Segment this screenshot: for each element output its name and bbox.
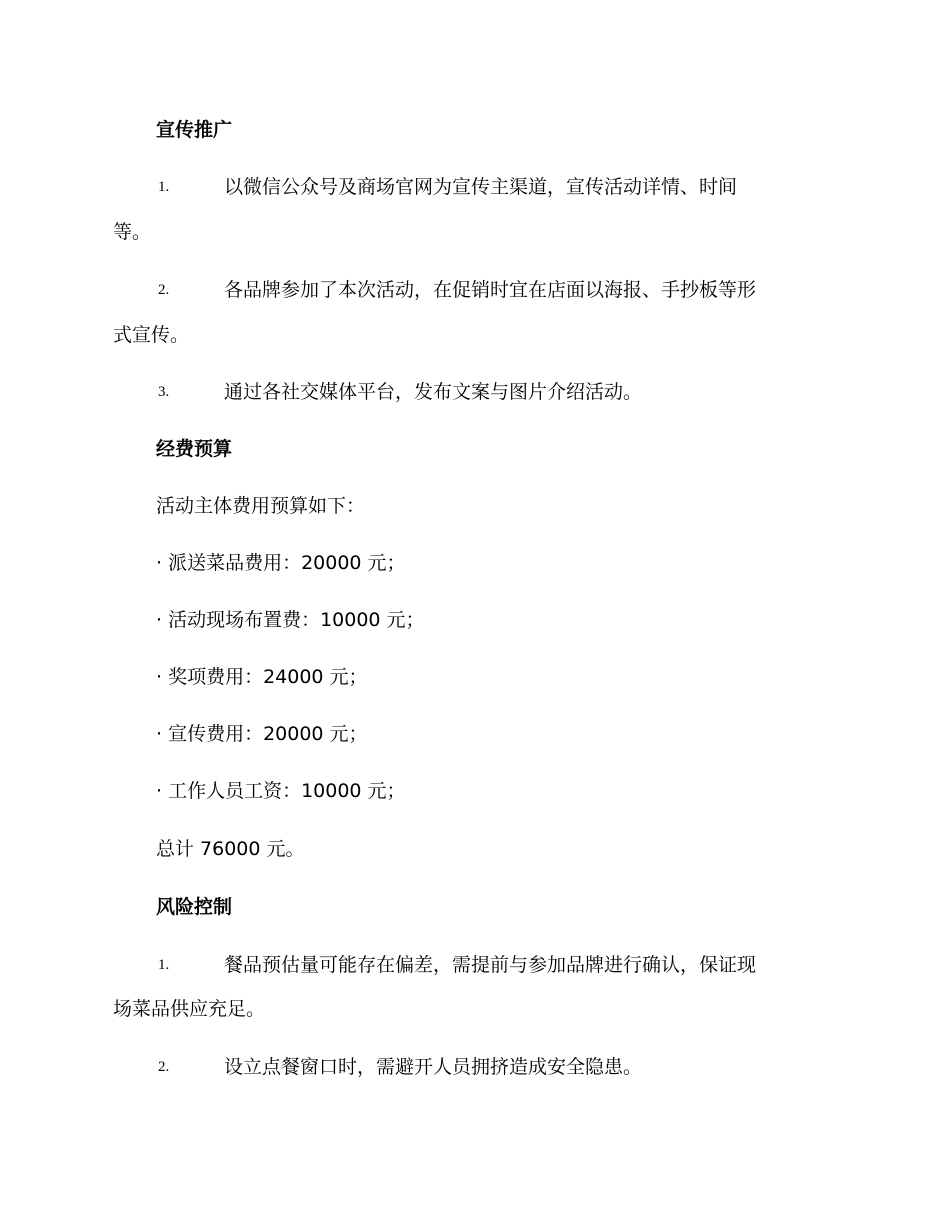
section-heading-promotion: 宣传推广 bbox=[156, 119, 233, 141]
list-item-text-continuation: 等。 bbox=[113, 221, 152, 243]
budget-intro: 活动主体费用预算如下： bbox=[156, 495, 366, 517]
budget-item: · 活动现场布置费：10000 元； bbox=[156, 609, 425, 631]
list-item-text: 设立点餐窗口时，需避开人员拥挤造成安全隐患。 bbox=[224, 1056, 643, 1078]
budget-item: · 派送菜品费用：20000 元； bbox=[156, 552, 406, 574]
list-item-text: 以微信公众号及商场官网为宣传主渠道，宣传活动详情、时间 bbox=[224, 176, 738, 198]
list-item-text-continuation: 式宣传。 bbox=[113, 324, 190, 346]
list-item-number: 1. bbox=[158, 957, 170, 973]
budget-total: 总计 76000 元。 bbox=[156, 838, 305, 860]
list-item-number: 3. bbox=[158, 384, 170, 400]
list-item-text: 餐品预估量可能存在偏差，需提前与参加品牌进行确认，保证现 bbox=[224, 954, 757, 976]
section-heading-budget: 经费预算 bbox=[156, 438, 233, 460]
list-item-text: 各品牌参加了本次活动，在促销时宜在店面以海报、手抄板等形 bbox=[224, 279, 757, 301]
list-item-number: 2. bbox=[158, 282, 170, 298]
budget-item: · 宣传费用：20000 元； bbox=[156, 723, 368, 745]
list-item-text: 通过各社交媒体平台，发布文案与图片介绍活动。 bbox=[224, 381, 643, 403]
budget-item: · 奖项费用：24000 元； bbox=[156, 666, 368, 688]
list-item-number: 2. bbox=[158, 1059, 170, 1075]
section-heading-risk: 风险控制 bbox=[156, 896, 233, 918]
list-item-text-continuation: 场菜品供应充足。 bbox=[113, 998, 266, 1020]
list-item-number: 1. bbox=[158, 179, 170, 195]
budget-item: · 工作人员工资：10000 元； bbox=[156, 780, 406, 802]
